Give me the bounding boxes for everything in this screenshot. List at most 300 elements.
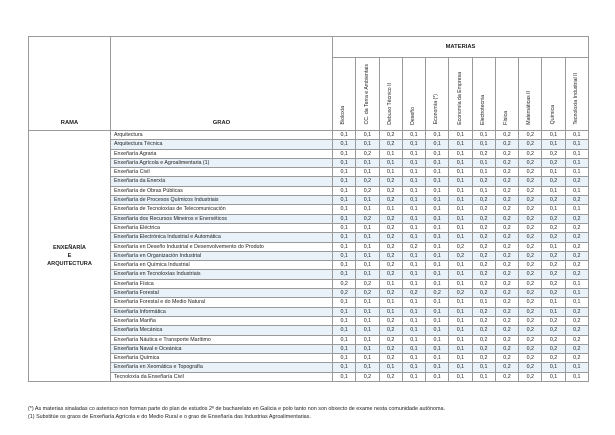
weight-cell: 0,2 bbox=[495, 131, 518, 140]
weight-cell: 0,1 bbox=[333, 214, 356, 223]
table-row bbox=[29, 131, 589, 140]
weight-cell: 0,1 bbox=[379, 158, 402, 167]
table-row bbox=[29, 372, 589, 381]
weight-cell: 0,1 bbox=[402, 196, 425, 205]
weight-cell: 0,1 bbox=[542, 168, 565, 177]
weight-cell: 0,2 bbox=[379, 316, 402, 325]
weight-cell: 0,2 bbox=[542, 177, 565, 186]
weight-cell: 0,1 bbox=[565, 205, 588, 214]
weight-cell: 0,1 bbox=[333, 261, 356, 270]
materias-header: MATERIAS bbox=[333, 37, 589, 58]
weight-cell: 0,2 bbox=[472, 214, 495, 223]
weight-cell: 0,2 bbox=[495, 242, 518, 251]
weight-cell: 0,2 bbox=[356, 177, 379, 186]
subject-header bbox=[542, 58, 565, 131]
weight-cell: 0,1 bbox=[379, 168, 402, 177]
weight-cell: 0,1 bbox=[565, 363, 588, 372]
weight-cell: 0,2 bbox=[542, 251, 565, 260]
weight-cell: 0,1 bbox=[402, 186, 425, 195]
weight-cell: 0,1 bbox=[426, 307, 449, 316]
table-row bbox=[29, 344, 589, 353]
weights-table bbox=[28, 36, 589, 382]
weight-cell: 0,2 bbox=[519, 289, 542, 298]
weight-cell: 0,1 bbox=[402, 233, 425, 242]
weight-cell: 0,1 bbox=[426, 261, 449, 270]
weight-cell: 0,1 bbox=[565, 158, 588, 167]
weight-cell: 0,2 bbox=[495, 149, 518, 158]
weight-cell: 0,1 bbox=[379, 149, 402, 158]
grado-cell: Enxeñaría Informática bbox=[111, 307, 333, 316]
weight-cell: 0,2 bbox=[495, 140, 518, 149]
weight-cell: 0,2 bbox=[379, 214, 402, 223]
subject-header bbox=[402, 58, 425, 131]
grado-cell: Enxeñaría Agraria bbox=[111, 149, 333, 158]
weight-cell: 0,1 bbox=[402, 279, 425, 288]
weight-cell: 0,1 bbox=[565, 372, 588, 381]
grado-cell: Enxeñaría Forestal e do Medio Natural bbox=[111, 298, 333, 307]
grado-cell: Enxeñaría de Procesos Químicos Industriais bbox=[111, 196, 333, 205]
grado-cell: Enxeñaría Náutica e Transporte Marítimo bbox=[111, 335, 333, 344]
weight-cell: 0,1 bbox=[333, 251, 356, 260]
footnote-one: (1) Substitúe os graos de Enxeñaría Agrícola e do Medio Rural e o grao de Enxeñaría das Industrias Agroalimentarias. bbox=[28, 414, 311, 420]
weight-cell: 0,1 bbox=[402, 261, 425, 270]
weight-cell: 0,2 bbox=[495, 205, 518, 214]
weight-cell: 0,2 bbox=[356, 214, 379, 223]
weight-cell: 0,2 bbox=[519, 335, 542, 344]
table-row bbox=[29, 307, 589, 316]
weight-cell: 0,2 bbox=[565, 270, 588, 279]
weight-cell: 0,2 bbox=[379, 233, 402, 242]
grado-cell: Enxeñaría da Enerxía bbox=[111, 177, 333, 186]
table-row bbox=[29, 205, 589, 214]
weight-cell: 0,1 bbox=[402, 372, 425, 381]
weight-cell: 0,2 bbox=[519, 261, 542, 270]
weight-cell: 0,1 bbox=[449, 149, 472, 158]
weight-cell: 0,1 bbox=[426, 140, 449, 149]
weight-cell: 0,1 bbox=[333, 316, 356, 325]
weight-cell: 0,1 bbox=[449, 261, 472, 270]
weight-cell: 0,1 bbox=[356, 205, 379, 214]
weight-cell: 0,2 bbox=[495, 158, 518, 167]
weight-cell: 0,1 bbox=[449, 168, 472, 177]
grado-cell: Enxeñaría Física bbox=[111, 279, 333, 288]
weight-cell: 0,1 bbox=[356, 363, 379, 372]
weight-cell: 0,2 bbox=[379, 186, 402, 195]
subject-header bbox=[449, 58, 472, 131]
weight-cell: 0,2 bbox=[542, 335, 565, 344]
weight-cell: 0,2 bbox=[472, 326, 495, 335]
weight-cell: 0,1 bbox=[356, 223, 379, 232]
subject-header bbox=[426, 58, 449, 131]
weight-cell: 0,2 bbox=[519, 279, 542, 288]
weight-cell: 0,2 bbox=[495, 363, 518, 372]
table-row bbox=[29, 289, 589, 298]
weight-cell: 0,1 bbox=[449, 140, 472, 149]
weight-cell: 0,2 bbox=[472, 223, 495, 232]
table-row bbox=[29, 354, 589, 363]
weight-cell: 0,1 bbox=[449, 335, 472, 344]
weight-cell: 0,2 bbox=[379, 326, 402, 335]
weight-cell: 0,2 bbox=[519, 233, 542, 242]
table-row bbox=[29, 140, 589, 149]
weight-cell: 0,2 bbox=[542, 270, 565, 279]
weight-cell: 0,1 bbox=[402, 335, 425, 344]
table-row bbox=[29, 149, 589, 158]
weight-cell: 0,1 bbox=[333, 196, 356, 205]
weight-cell: 0,2 bbox=[495, 279, 518, 288]
weight-cell: 0,1 bbox=[356, 316, 379, 325]
weight-cell: 0,1 bbox=[402, 158, 425, 167]
weight-cell: 0,2 bbox=[379, 223, 402, 232]
weight-cell: 0,1 bbox=[542, 205, 565, 214]
weight-cell: 0,1 bbox=[379, 307, 402, 316]
table-row bbox=[29, 158, 589, 167]
weight-cell: 0,1 bbox=[333, 335, 356, 344]
weight-cell: 0,2 bbox=[542, 223, 565, 232]
grado-cell: Enxeñaría Agrícola e Agroalimentaria (1) bbox=[111, 158, 333, 167]
weight-cell: 0,2 bbox=[495, 326, 518, 335]
weight-cell: 0,1 bbox=[472, 363, 495, 372]
weight-cell: 0,1 bbox=[402, 149, 425, 158]
weight-cell: 0,2 bbox=[472, 196, 495, 205]
weight-cell: 0,2 bbox=[379, 270, 402, 279]
weight-cell: 0,2 bbox=[472, 316, 495, 325]
weight-cell: 0,2 bbox=[565, 242, 588, 251]
table-row bbox=[29, 279, 589, 288]
weight-cell: 0,1 bbox=[379, 205, 402, 214]
weight-cell: 0,1 bbox=[565, 168, 588, 177]
weight-cell: 0,2 bbox=[333, 279, 356, 288]
weight-cell: 0,1 bbox=[402, 298, 425, 307]
subject-label: Debuxo Técnico II bbox=[386, 82, 393, 125]
weight-cell: 0,1 bbox=[402, 177, 425, 186]
weight-cell: 0,2 bbox=[495, 344, 518, 353]
weight-cell: 0,1 bbox=[333, 205, 356, 214]
grado-cell: Enxeñaría Eléctrica bbox=[111, 223, 333, 232]
weight-cell: 0,2 bbox=[519, 177, 542, 186]
weight-cell: 0,1 bbox=[449, 196, 472, 205]
weight-cell: 0,2 bbox=[542, 149, 565, 158]
weight-cell: 0,2 bbox=[519, 344, 542, 353]
weight-cell: 0,1 bbox=[426, 242, 449, 251]
table-row bbox=[29, 223, 589, 232]
weight-cell: 0,2 bbox=[379, 289, 402, 298]
table-row bbox=[29, 326, 589, 335]
table-row bbox=[29, 186, 589, 195]
rama-label-line: ARQUITECTURA bbox=[47, 261, 92, 267]
weight-cell: 0,1 bbox=[402, 205, 425, 214]
weight-cell: 0,1 bbox=[542, 140, 565, 149]
weight-cell: 0,1 bbox=[356, 140, 379, 149]
weight-cell: 0,1 bbox=[356, 307, 379, 316]
weight-cell: 0,1 bbox=[426, 205, 449, 214]
weight-cell: 0,2 bbox=[519, 354, 542, 363]
weight-cell: 0,1 bbox=[426, 335, 449, 344]
weight-cell: 0,1 bbox=[472, 372, 495, 381]
weight-cell: 0,1 bbox=[402, 214, 425, 223]
footnote-asterisk: (*) As materias sinaladas co asterisco non forman parte do plan de estudos 2º de bacharelato en Galicia e polo tanto non son obxecto de exame nesta comunidade autónoma. bbox=[28, 406, 446, 412]
weight-cell: 0,2 bbox=[472, 344, 495, 353]
weight-cell: 0,2 bbox=[519, 196, 542, 205]
weight-cell: 0,1 bbox=[356, 233, 379, 242]
weight-cell: 0,1 bbox=[356, 326, 379, 335]
weight-cell: 0,1 bbox=[356, 261, 379, 270]
table-row bbox=[29, 316, 589, 325]
weight-cell: 0,1 bbox=[402, 131, 425, 140]
table-body bbox=[29, 131, 589, 382]
weight-cell: 0,1 bbox=[542, 131, 565, 140]
weight-cell: 0,2 bbox=[495, 307, 518, 316]
weight-cell: 0,2 bbox=[519, 168, 542, 177]
rama-label-line: E bbox=[67, 253, 72, 259]
weight-cell: 0,1 bbox=[333, 223, 356, 232]
weight-cell: 0,1 bbox=[402, 168, 425, 177]
weight-cell: 0,1 bbox=[333, 372, 356, 381]
weight-cell: 0,2 bbox=[449, 289, 472, 298]
weight-cell: 0,2 bbox=[495, 372, 518, 381]
weight-cell: 0,1 bbox=[565, 149, 588, 158]
weight-cell: 0,2 bbox=[495, 270, 518, 279]
weight-cell: 0,1 bbox=[356, 196, 379, 205]
weight-cell: 0,1 bbox=[356, 335, 379, 344]
weight-cell: 0,1 bbox=[542, 307, 565, 316]
subject-header bbox=[472, 58, 495, 131]
weight-cell: 0,1 bbox=[449, 354, 472, 363]
subject-label: Química bbox=[549, 105, 556, 125]
weight-cell: 0,1 bbox=[402, 326, 425, 335]
weight-cell: 0,2 bbox=[519, 307, 542, 316]
weight-cell: 0,2 bbox=[379, 177, 402, 186]
weight-cell: 0,1 bbox=[542, 363, 565, 372]
table-row bbox=[29, 242, 589, 251]
weight-cell: 0,1 bbox=[472, 168, 495, 177]
weight-cell: 0,2 bbox=[402, 289, 425, 298]
table-row bbox=[29, 363, 589, 372]
weight-cell: 0,1 bbox=[402, 223, 425, 232]
grado-cell: Tecnoloxía da Enxeñaría Civil bbox=[111, 372, 333, 381]
weight-cell: 0,1 bbox=[426, 196, 449, 205]
grado-cell: Enxeñaría en Química Industrial bbox=[111, 261, 333, 270]
grado-cell: Enxeñaría de Tecnoloxías de Telecomunicación bbox=[111, 205, 333, 214]
weight-cell: 0,2 bbox=[519, 326, 542, 335]
weight-cell: 0,1 bbox=[542, 298, 565, 307]
weight-cell: 0,1 bbox=[565, 279, 588, 288]
weight-cell: 0,2 bbox=[495, 168, 518, 177]
weight-cell: 0,2 bbox=[542, 289, 565, 298]
weight-cell: 0,2 bbox=[449, 251, 472, 260]
weight-cell: 0,2 bbox=[565, 326, 588, 335]
weight-cell: 0,2 bbox=[379, 372, 402, 381]
weight-cell: 0,1 bbox=[379, 298, 402, 307]
grado-cell: Enxeñaría Civil bbox=[111, 168, 333, 177]
weight-cell: 0,2 bbox=[495, 214, 518, 223]
grado-cell: Arquitectura bbox=[111, 131, 333, 140]
weight-cell: 0,2 bbox=[472, 307, 495, 316]
weight-cell: 0,1 bbox=[356, 344, 379, 353]
weight-cell: 0,1 bbox=[402, 316, 425, 325]
weight-cell: 0,1 bbox=[449, 233, 472, 242]
weight-cell: 0,2 bbox=[472, 335, 495, 344]
weight-cell: 0,2 bbox=[495, 335, 518, 344]
weight-cell: 0,2 bbox=[495, 251, 518, 260]
weight-cell: 0,1 bbox=[449, 131, 472, 140]
weight-cell: 0,2 bbox=[565, 177, 588, 186]
weight-cell: 0,2 bbox=[542, 261, 565, 270]
subject-header bbox=[565, 58, 588, 131]
weight-cell: 0,1 bbox=[449, 344, 472, 353]
weight-cell: 0,1 bbox=[472, 131, 495, 140]
subject-header bbox=[333, 58, 356, 131]
weight-cell: 0,1 bbox=[333, 131, 356, 140]
grado-cell: Enxeñaría en Xeomática e Topografía bbox=[111, 363, 333, 372]
weight-cell: 0,1 bbox=[356, 270, 379, 279]
weight-cell: 0,2 bbox=[472, 279, 495, 288]
weight-cell: 0,2 bbox=[542, 344, 565, 353]
weight-cell: 0,1 bbox=[356, 251, 379, 260]
weight-cell: 0,1 bbox=[402, 307, 425, 316]
weight-cell: 0,2 bbox=[519, 214, 542, 223]
weight-cell: 0,1 bbox=[426, 354, 449, 363]
weight-cell: 0,1 bbox=[426, 233, 449, 242]
weight-cell: 0,1 bbox=[426, 270, 449, 279]
weight-cell: 0,1 bbox=[449, 214, 472, 223]
weight-cell: 0,1 bbox=[542, 242, 565, 251]
weight-cell: 0,1 bbox=[426, 214, 449, 223]
weight-cell: 0,1 bbox=[402, 251, 425, 260]
weight-cell: 0,1 bbox=[472, 298, 495, 307]
weight-cell: 0,2 bbox=[565, 196, 588, 205]
weight-cell: 0,1 bbox=[449, 316, 472, 325]
weight-cell: 0,2 bbox=[565, 214, 588, 223]
weight-cell: 0,2 bbox=[379, 251, 402, 260]
subject-label: Física bbox=[503, 110, 510, 125]
weight-cell: 0,2 bbox=[565, 354, 588, 363]
weight-cell: 0,2 bbox=[356, 186, 379, 195]
subject-label: Deseño bbox=[410, 106, 417, 125]
weight-cell: 0,1 bbox=[356, 131, 379, 140]
grado-cell: Enxeñaría Mecánica bbox=[111, 326, 333, 335]
subject-header bbox=[519, 58, 542, 131]
weight-cell: 0,1 bbox=[449, 298, 472, 307]
subject-header bbox=[356, 58, 379, 131]
weight-cell: 0,2 bbox=[379, 261, 402, 270]
grado-header: GRAO bbox=[111, 37, 333, 131]
weight-cell: 0,1 bbox=[426, 363, 449, 372]
weight-cell: 0,2 bbox=[542, 158, 565, 167]
weights-table-container bbox=[28, 36, 588, 382]
weight-cell: 0,2 bbox=[379, 140, 402, 149]
weight-cell: 0,1 bbox=[426, 131, 449, 140]
weight-cell: 0,1 bbox=[426, 316, 449, 325]
grado-cell: Enxeñaría Forestal bbox=[111, 289, 333, 298]
table-row bbox=[29, 168, 589, 177]
weight-cell: 0,1 bbox=[426, 326, 449, 335]
weight-cell: 0,2 bbox=[519, 205, 542, 214]
grado-cell: Arquitectura Técnica bbox=[111, 140, 333, 149]
weight-cell: 0,2 bbox=[565, 307, 588, 316]
weight-cell: 0,1 bbox=[402, 270, 425, 279]
weight-cell: 0,1 bbox=[449, 223, 472, 232]
weight-cell: 0,2 bbox=[495, 186, 518, 195]
grado-cell: Enxeñaría Química bbox=[111, 354, 333, 363]
weight-cell: 0,2 bbox=[356, 289, 379, 298]
weight-cell: 0,2 bbox=[379, 344, 402, 353]
weight-cell: 0,1 bbox=[542, 186, 565, 195]
grado-cell: Enxeñaría de Obras Públicas bbox=[111, 186, 333, 195]
weight-cell: 0,1 bbox=[333, 149, 356, 158]
footnotes bbox=[28, 405, 598, 421]
weight-cell: 0,2 bbox=[472, 149, 495, 158]
weight-cell: 0,1 bbox=[565, 140, 588, 149]
weight-cell: 0,2 bbox=[565, 261, 588, 270]
weight-cell: 0,1 bbox=[333, 354, 356, 363]
grado-cell: Enxeñaría dos Recursos Mineiros e Enerxéticos bbox=[111, 214, 333, 223]
weight-cell: 0,1 bbox=[333, 270, 356, 279]
grado-cell: Enxeñaría en Tecnoloxías Industriais bbox=[111, 270, 333, 279]
weight-cell: 0,2 bbox=[472, 251, 495, 260]
weight-cell: 0,1 bbox=[333, 242, 356, 251]
weight-cell: 0,2 bbox=[519, 363, 542, 372]
weight-cell: 0,2 bbox=[495, 261, 518, 270]
weight-cell: 0,1 bbox=[472, 140, 495, 149]
weight-cell: 0,2 bbox=[542, 279, 565, 288]
table-row bbox=[29, 251, 589, 260]
weight-cell: 0,1 bbox=[426, 372, 449, 381]
weight-cell: 0,2 bbox=[472, 242, 495, 251]
weight-cell: 0,2 bbox=[333, 289, 356, 298]
weight-cell: 0,2 bbox=[519, 186, 542, 195]
weight-cell: 0,2 bbox=[402, 242, 425, 251]
weight-cell: 0,2 bbox=[565, 335, 588, 344]
weight-cell: 0,2 bbox=[565, 251, 588, 260]
weight-cell: 0,1 bbox=[356, 242, 379, 251]
weight-cell: 0,2 bbox=[472, 270, 495, 279]
table-row bbox=[29, 196, 589, 205]
weight-cell: 0,1 bbox=[565, 131, 588, 140]
weight-cell: 0,2 bbox=[472, 289, 495, 298]
weight-cell: 0,1 bbox=[449, 158, 472, 167]
weight-cell: 0,1 bbox=[356, 168, 379, 177]
weight-cell: 0,1 bbox=[449, 307, 472, 316]
weight-cell: 0,1 bbox=[402, 354, 425, 363]
subject-label: CC. da Terra e Ambientais bbox=[363, 64, 370, 125]
grado-cell: Enxeñaría Mariña bbox=[111, 316, 333, 325]
weight-cell: 0,1 bbox=[356, 158, 379, 167]
weight-cell: 0,1 bbox=[449, 326, 472, 335]
weight-cell: 0,2 bbox=[495, 196, 518, 205]
weight-cell: 0,2 bbox=[519, 251, 542, 260]
weight-cell: 0,1 bbox=[426, 168, 449, 177]
weight-cell: 0,1 bbox=[449, 270, 472, 279]
weight-cell: 0,2 bbox=[356, 279, 379, 288]
weight-cell: 0,2 bbox=[379, 196, 402, 205]
weight-cell: 0,2 bbox=[472, 354, 495, 363]
weight-cell: 0,1 bbox=[333, 307, 356, 316]
weight-cell: 0,2 bbox=[542, 214, 565, 223]
subject-label: Bioloxía bbox=[340, 106, 347, 125]
weight-cell: 0,2 bbox=[542, 354, 565, 363]
weight-cell: 0,1 bbox=[565, 298, 588, 307]
rama-label-line: ENXEÑARÍA bbox=[53, 245, 86, 251]
weight-cell: 0,2 bbox=[426, 289, 449, 298]
table-row bbox=[29, 233, 589, 242]
weight-cell: 0,1 bbox=[426, 251, 449, 260]
weight-cell: 0,2 bbox=[356, 372, 379, 381]
weight-cell: 0,1 bbox=[333, 233, 356, 242]
weight-cell: 0,2 bbox=[472, 261, 495, 270]
weight-cell: 0,1 bbox=[426, 149, 449, 158]
weight-cell: 0,2 bbox=[472, 177, 495, 186]
